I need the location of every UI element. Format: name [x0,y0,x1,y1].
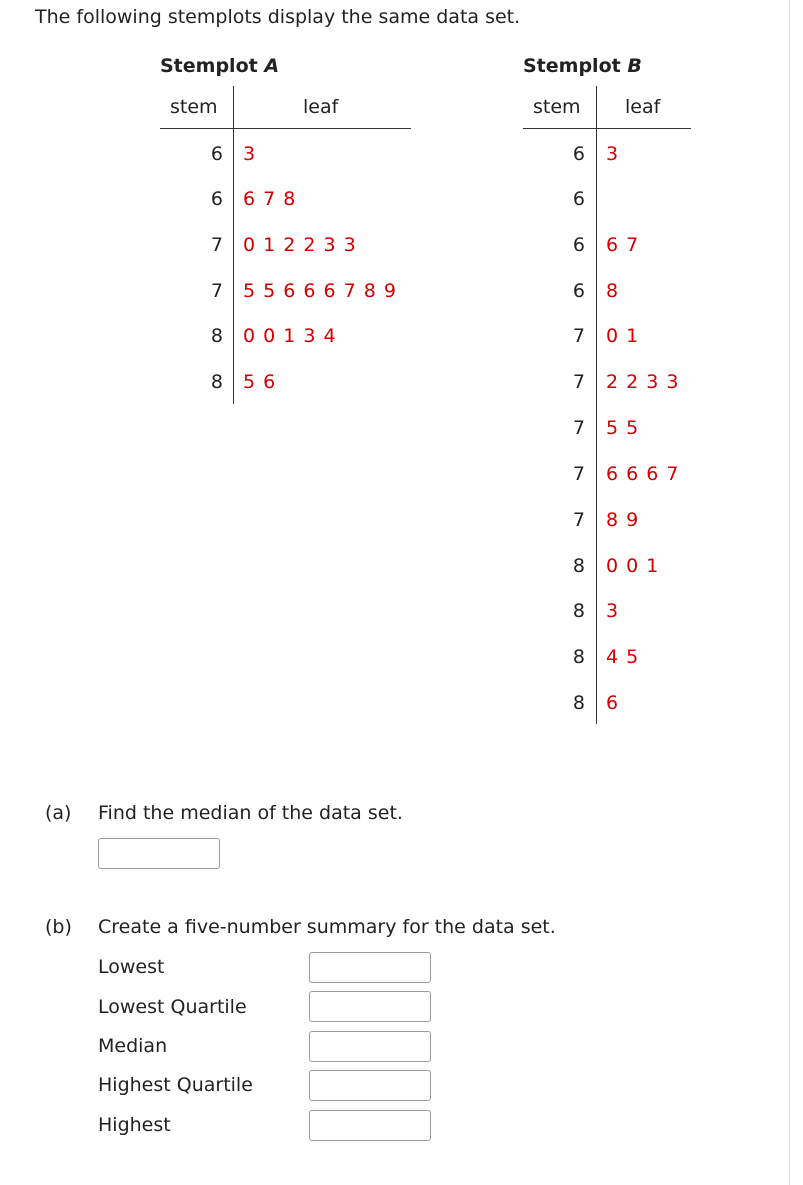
stemplot-a-header-rule [160,128,411,129]
stem-value: 6 [210,143,223,165]
leaf-values: 5 6 [243,371,277,393]
stemplot-a-title [160,55,279,77]
leaf-values: 5 5 6 6 6 7 8 9 [243,280,397,302]
stem-value: 7 [572,417,585,439]
stem-value: 8 [572,692,585,714]
highest-label: Highest [98,1114,171,1136]
stem-value: 6 [572,188,585,210]
part-b-tag: (b) [45,916,72,938]
stem-value: 7 [210,280,223,302]
stemplot-a-stem-header: stem [170,96,218,118]
stemplot-b-title [523,55,642,77]
median-answer-input[interactable] [98,838,220,869]
part-a-tag: (a) [45,802,72,824]
stemplot-b-stem-header: stem [533,96,581,118]
stemplot-a-leaf-header: leaf [303,96,339,118]
stemplot-a-title-word: Stemplot [160,55,258,77]
leaf-values: 0 1 [606,325,640,347]
leaf-values: 8 9 [606,509,640,531]
median-input[interactable] [309,1031,431,1062]
stem-value: 8 [210,371,223,393]
lowest-quartile-input[interactable] [309,991,431,1022]
stemplot-a-divider [233,86,234,404]
stem-value: 8 [210,325,223,347]
stem-value: 6 [572,234,585,256]
stem-value: 6 [572,280,585,302]
right-edge-divider [789,0,790,1185]
part-a-question: Find the median of the data set. [98,802,403,824]
stem-value: 7 [572,509,585,531]
leaf-values: 6 6 6 7 [606,463,680,485]
stem-value: 7 [572,371,585,393]
stemplot-b-title-word: Stemplot [523,55,621,77]
stem-value: 7 [572,325,585,347]
stemplot-b-title-letter: B [627,55,642,77]
stem-value: 6 [572,143,585,165]
stem-value: 7 [572,463,585,485]
leaf-values: 6 7 [606,234,640,256]
leaf-values: 0 0 1 [606,555,660,577]
stem-value: 8 [572,646,585,668]
intro-text: The following stemplots display the same data set. [35,6,521,28]
leaf-values: 6 7 8 [243,188,297,210]
leaf-values: 0 1 2 2 3 3 [243,234,357,256]
leaf-values: 4 5 [606,646,640,668]
leaf-values: 3 [606,600,620,622]
leaf-values: 3 [606,143,620,165]
leaf-values: 0 0 1 3 4 [243,325,337,347]
stemplot-b-leaf-header: leaf [625,96,661,118]
leaf-values: 3 [243,143,257,165]
stemplot-b-header-rule [523,128,691,129]
lowest-input[interactable] [309,952,431,983]
highest-quartile-input[interactable] [309,1070,431,1101]
median-label: Median [98,1035,168,1057]
stem-value: 6 [210,188,223,210]
leaf-values: 2 2 3 3 [606,371,680,393]
stem-value: 8 [572,555,585,577]
leaf-values: 8 [606,280,620,302]
stemplot-b-divider [596,86,597,724]
stemplot-a-title-letter: A [264,55,280,77]
lowest-label: Lowest [98,956,165,978]
leaf-values: 6 [606,692,620,714]
lowest-quartile-label: Lowest Quartile [98,996,247,1018]
stem-value: 7 [210,234,223,256]
highest-quartile-label: Highest Quartile [98,1074,253,1096]
leaf-values: 5 5 [606,417,640,439]
highest-input[interactable] [309,1110,431,1141]
stem-value: 8 [572,600,585,622]
part-b-question: Create a five-number summary for the data set. [98,916,556,938]
